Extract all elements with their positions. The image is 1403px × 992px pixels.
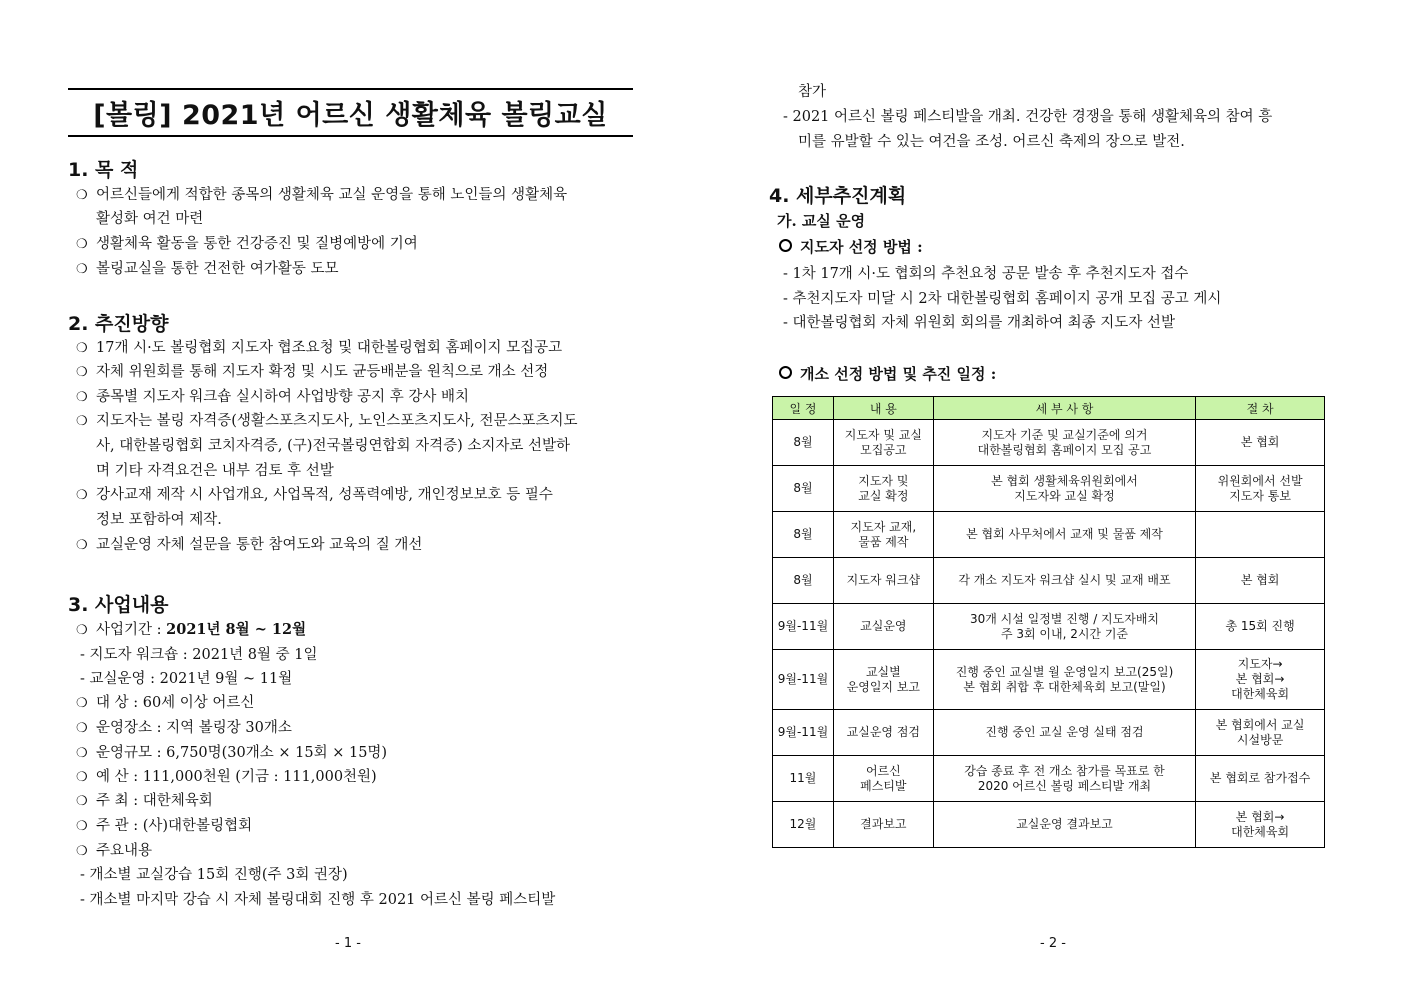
- cell-procedure: 본 협회→ 대한체육회: [1196, 802, 1325, 848]
- cell-procedure: 총 15회 진행: [1196, 604, 1325, 650]
- document-title: [볼링] 2021년 어르신 생활체육 볼링교실: [68, 88, 633, 137]
- table-row: [773, 756, 1325, 802]
- direction-item: ❍ 자체 위원회를 통해 지도자 확정 및 시도 균등배분을 원칙으로 개소 선정: [76, 362, 548, 383]
- selection-step: - 1차 17개 시·도 협회의 추천요청 공문 발송 후 추천지도자 접수: [783, 266, 1189, 282]
- page-1: [0, 0, 701, 992]
- selection-heading: [779, 237, 923, 257]
- direction-item: ❍ 지도자는 볼링 자격증(생활스포츠지도사, 노인스포츠지도사, 전문스포츠지도: [76, 411, 578, 432]
- header-content: 내 용: [833, 397, 933, 420]
- table-row: [773, 802, 1325, 848]
- direction-item: ❍ 17개 시·도 볼링협회 지도자 협조요청 및 대한볼링협회 홈페이지 모집공고: [76, 338, 562, 359]
- cell-detail: 진행 중인 교실별 월 운영일지 보고(25일) 본 협회 취합 후 대한체육회 보고(말일): [933, 650, 1195, 710]
- cell-procedure: 본 협회에서 교실 시설방문: [1196, 710, 1325, 756]
- site-selection-heading-text: 개소 선정 방법 및 추진 일정 :: [800, 365, 997, 383]
- selection-step: - 대한볼링협회 자체 위원회 회의를 개최하여 최종 지도자 선발: [783, 315, 1175, 331]
- section-2-heading: 2. 추진방향: [68, 313, 169, 335]
- cell-date: 12월: [773, 802, 834, 848]
- direction-item-cont: 사, 대한볼링협회 코치자격증, (구)전국볼링연합회 자격증) 소지자로 선발하: [96, 438, 571, 454]
- cell-date: 11월: [773, 756, 834, 802]
- cell-date: 8월: [773, 466, 834, 512]
- cell-detail: 각 개소 지도자 워크샵 실시 및 교재 배포: [933, 558, 1195, 604]
- table-row: [773, 512, 1325, 558]
- header-detail: 세 부 사 항: [933, 397, 1195, 420]
- cell-detail: 교실운영 결과보고: [933, 802, 1195, 848]
- purpose-item: ❍ 생활체육 활동을 통한 건강증진 및 질병예방에 기여: [76, 234, 418, 255]
- purpose-item: ❍ 어르신들에게 적합한 종목의 생활체육 교실 운영을 통해 노인들의 생활체육: [76, 185, 567, 206]
- cell-detail: 강습 종료 후 전 개소 참가를 목표로 한 2020 어르신 볼링 페스티발 개최: [933, 756, 1195, 802]
- cell-detail: 진행 중인 교실 운영 실태 점검: [933, 710, 1195, 756]
- business-period: [76, 620, 306, 641]
- header-procedure: 절 차: [1196, 397, 1325, 420]
- table-row: [773, 650, 1325, 710]
- cell-content: 지도자 및 교실 확정: [833, 466, 933, 512]
- cell-detail: 본 협회 사무처에서 교재 및 물품 제작: [933, 512, 1195, 558]
- purpose-item-cont: 활성화 여건 마련: [96, 211, 204, 227]
- site-selection-heading: [779, 364, 996, 384]
- table-header-row: [773, 397, 1325, 420]
- direction-item: ❍ 교실운영 자체 설문을 통한 참여도와 교육의 질 개선: [76, 535, 422, 556]
- cell-content: 어르신 페스티발: [833, 756, 933, 802]
- business-detail: - 교실운영 : 2021년 9월 ~ 11월: [80, 671, 293, 687]
- schedule-table: [772, 396, 1325, 848]
- page-number: - 2 -: [1040, 936, 1066, 951]
- cell-procedure: 지도자→ 본 협회→ 대한체육회: [1196, 650, 1325, 710]
- page-number: - 1 -: [335, 936, 361, 951]
- direction-item-cont: 정보 포함하여 제작.: [96, 512, 222, 528]
- period-label: 사업기간 :: [96, 622, 167, 638]
- section-4-heading: 4. 세부추진계획: [769, 185, 907, 207]
- table-row: [773, 710, 1325, 756]
- business-item: ❍ 대 상 : 60세 이상 어르신: [76, 693, 254, 714]
- continued-text: 참가: [798, 84, 827, 100]
- cell-detail: 30개 시설 일정별 진행 / 지도자배치 주 3회 이내, 2시간 기준: [933, 604, 1195, 650]
- subsection-heading: 가. 교실 운영: [777, 212, 866, 230]
- cell-detail: 본 협회 생활체육위원회에서 지도자와 교실 확정: [933, 466, 1195, 512]
- business-detail: - 지도자 워크숍 : 2021년 8월 중 1일: [80, 647, 318, 663]
- cell-content: 교실별 운영일지 보고: [833, 650, 933, 710]
- cell-content: 지도자 워크샵: [833, 558, 933, 604]
- page-2: [701, 0, 1403, 992]
- direction-item: ❍ 강사교재 제작 시 사업개요, 사업목적, 성폭력예방, 개인정보보호 등 필수: [76, 485, 553, 506]
- business-item: ❍ 주 관 : (사)대한볼링협회: [76, 816, 252, 837]
- cell-content: 결과보고: [833, 802, 933, 848]
- cell-content: 지도자 교재, 물품 제작: [833, 512, 933, 558]
- direction-item-cont: 며 기타 자격요건은 내부 검토 후 선발: [96, 463, 334, 479]
- selection-heading-text: 지도자 선정 방법 :: [800, 238, 923, 256]
- header-date: 일 정: [773, 397, 834, 420]
- circle-bullet-icon: [779, 239, 792, 252]
- cell-date: 9월-11월: [773, 710, 834, 756]
- cell-content: 지도자 및 교실 모집공고: [833, 420, 933, 466]
- business-item: ❍ 운영장소 : 지역 볼링장 30개소: [76, 718, 292, 739]
- selection-step: - 추천지도자 미달 시 2차 대한볼링협회 홈페이지 공개 모집 공고 게시: [783, 291, 1222, 307]
- period-value: 2021년 8월 ~ 12월: [166, 621, 307, 638]
- business-item: ❍ 예 산 : 111,000천원 (기금 : 111,000천원): [76, 767, 377, 788]
- continued-text: 미를 유발할 수 있는 여건을 조성. 어르신 축제의 장으로 발전.: [798, 134, 1185, 150]
- cell-date: 8월: [773, 512, 834, 558]
- cell-date: 9월-11월: [773, 650, 834, 710]
- section-3-heading: 3. 사업내용: [68, 594, 169, 616]
- cell-date: 9월-11월: [773, 604, 834, 650]
- business-detail: - 개소별 마지막 강습 시 자체 볼링대회 진행 후 2021 어르신 볼링 페스티발: [80, 892, 556, 908]
- cell-content: 교실운영 점검: [833, 710, 933, 756]
- cell-procedure: 본 협회로 참가접수: [1196, 756, 1325, 802]
- cell-procedure: 본 협회: [1196, 558, 1325, 604]
- cell-procedure: [1196, 512, 1325, 558]
- business-item: ❍ 주 최 : 대한체육회: [76, 791, 213, 812]
- business-item: ❍ 주요내용: [76, 841, 152, 862]
- cell-content: 교실운영: [833, 604, 933, 650]
- cell-detail: 지도자 기준 및 교실기준에 의거 대한볼링협회 홈페이지 모집 공고: [933, 420, 1195, 466]
- table-row: [773, 420, 1325, 466]
- purpose-item: ❍ 볼링교실을 통한 건전한 여가활동 도모: [76, 259, 339, 280]
- table-row: [773, 558, 1325, 604]
- business-detail: - 개소별 교실강습 15회 진행(주 3회 권장): [80, 867, 348, 883]
- table-row: [773, 604, 1325, 650]
- section-1-heading: 1. 목 적: [68, 159, 139, 181]
- cell-procedure: 본 협회: [1196, 420, 1325, 466]
- cell-date: 8월: [773, 420, 834, 466]
- circle-bullet-icon: [779, 366, 792, 379]
- direction-item: ❍ 종목별 지도자 워크숍 실시하여 사업방향 공지 후 강사 배치: [76, 387, 469, 408]
- table-row: [773, 466, 1325, 512]
- continued-text: - 2021 어르신 볼링 페스티발을 개최. 건강한 경쟁을 통해 생활체육의 참여 흥: [783, 109, 1273, 125]
- cell-date: 8월: [773, 558, 834, 604]
- business-item: ❍ 운영규모 : 6,750명(30개소 × 15회 × 15명): [76, 743, 387, 764]
- cell-procedure: 위원회에서 선발 지도자 통보: [1196, 466, 1325, 512]
